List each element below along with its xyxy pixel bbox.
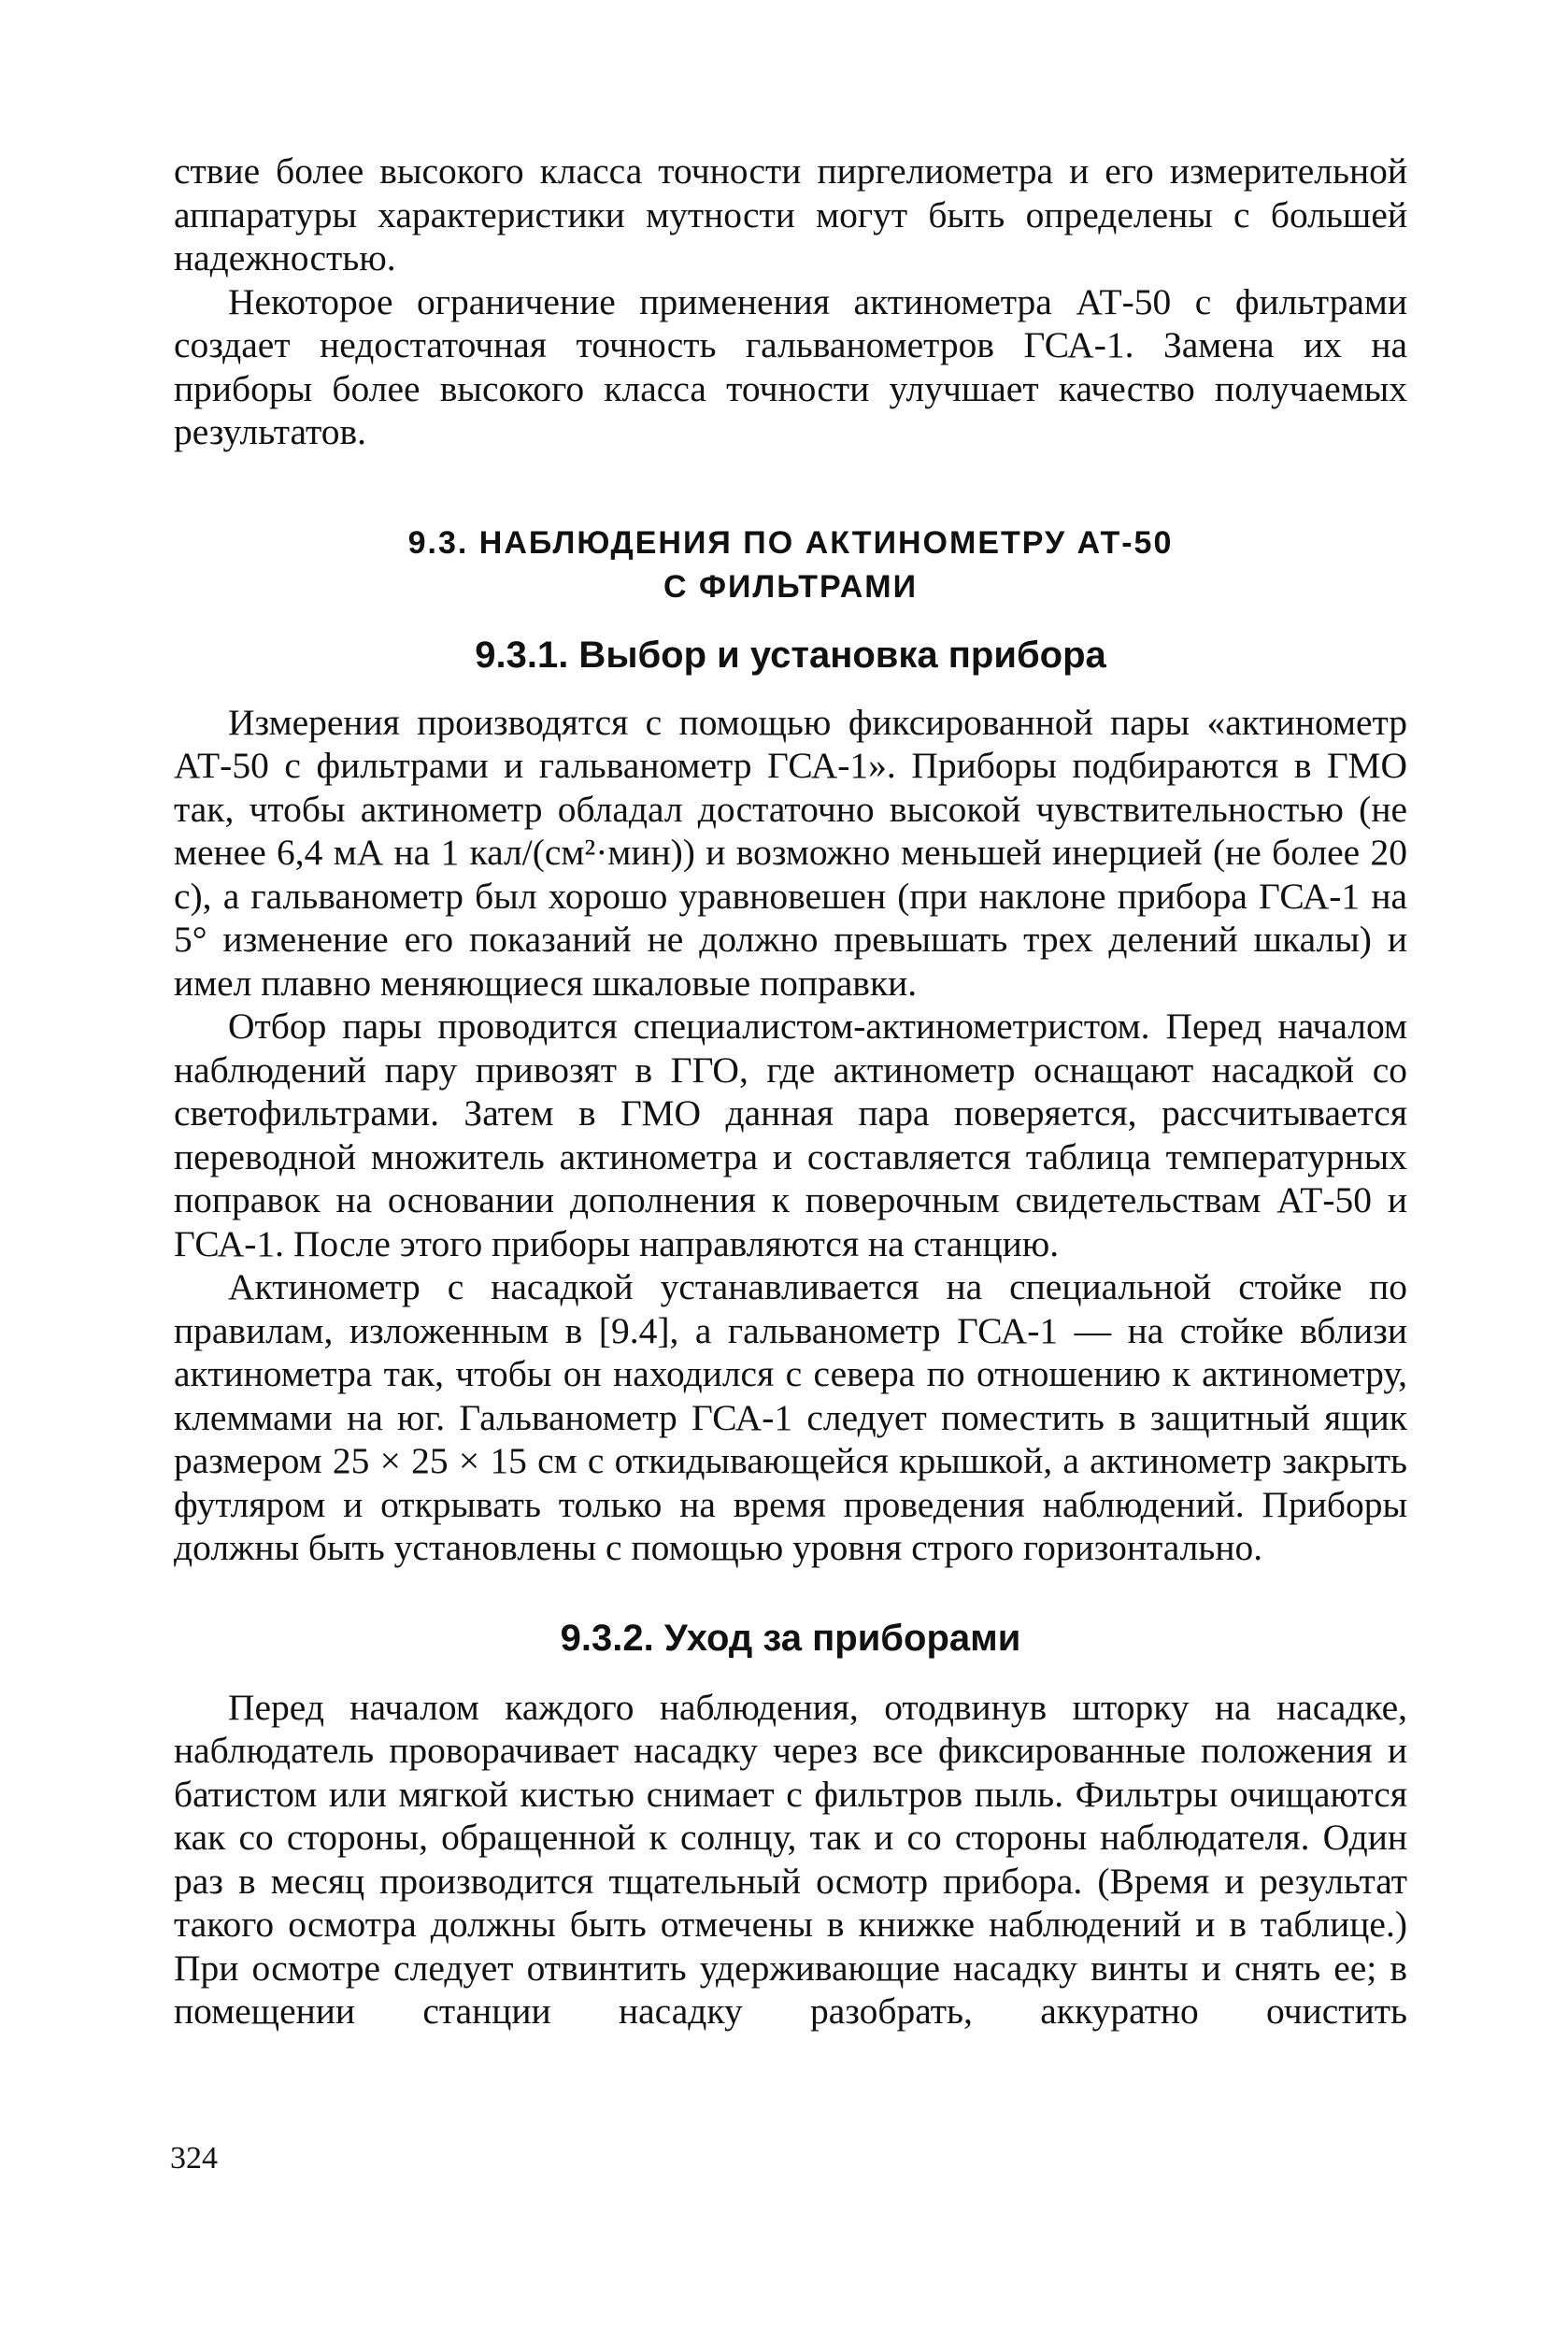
- spacer: [174, 454, 1407, 521]
- section-heading-line-1: 9.3. НАБЛЮДЕНИЯ ПО АКТИНОМЕТРУ АТ-50: [407, 524, 1174, 561]
- spacer: [174, 1570, 1407, 1617]
- section-heading-line-2: С ФИЛЬТРАМИ: [663, 568, 919, 605]
- spacer: [174, 1660, 1407, 1686]
- paragraph: Отбор пары проводится специалистом-актинометристом. Перед началом наблюдений пару привозят в ГГО, где актинометр оснащают насадкой со светофильтрами. Затем в ГМО данная пара поверяется, рассчитывается переводной множитель актинометра и составляется таблица температурных поправок на основании дополнения к поверочным свидетельствам АТ-50 и ГСА-1. После этого приборы направляются на станцию.: [174, 1006, 1407, 1264]
- subsection-title: 9.3.1. Выбор и установка прибора: [475, 634, 1106, 676]
- spacer: [174, 609, 1407, 634]
- subsection-title: 9.3.2. Уход за приборами: [560, 1617, 1021, 1659]
- spacer: [174, 677, 1407, 701]
- paragraph: Актинометр с насадкой устанавливается на специальной стойке по правилам, изложенным в [9.4], а гальванометр ГСА-1 — на стойке вблизи актинометра так, чтобы он находился с севера по отношению к актинометру, клеммами на юг. Гальванометр ГСА-1 следует поместить в защитный ящик размером 25 × 25 × 15 см с откидывающейся крышкой, а актинометр закрыть футляром и открывать только на время проведения наблюдений. Приборы должны быть установлены с помощью уровня строго горизонтально.: [174, 1266, 1407, 1568]
- page-number: 324: [170, 2141, 218, 2176]
- paragraph: Измерения производятся с помощью фиксированной пары «актинометр АТ-50 с фильтрами и гальванометр ГСА-1». Приборы подбираются в ГМО так, чтобы актинометр обладал достаточно высокой чувствительностью (не менее 6,4 мА на 1 кал/(см²·мин)) и возможно меньшей инерцией (не более 20 с), а гальванометр был хорошо уравновешен (при наклоне прибора ГСА-1 на 5° изменение его показаний не должно превышать трех делений шкалы) и имел плавно меняющиеся шкаловые поправки.: [174, 701, 1407, 1004]
- paragraph: Перед началом каждого наблюдения, отодвинув шторку на насадке, наблюдатель проворачивает насадку через все фиксированные положения и батистом или мягкой кистью снимает с фильтров пыль. Фильтры очищаются как со стороны, обращенной к солнцу, так и со стороны наблюдателя. Один раз в месяц производится тщательный осмотр прибора. (Время и результат такого осмотра должны быть отмечены в книжке наблюдений и в таблице.) При осмотре следует отвинтить удерживающие насадку винты и снять ее; в помещении станции насадку разобрать, аккуратно очистить: [174, 1686, 1407, 2032]
- text-column: [174, 150, 1407, 2033]
- paragraph: Некоторое ограничение применения актинометра АТ-50 с фильтрами создает недостаточная точность гальванометров ГСА-1. Замена их на приборы более высокого класса точности улучшает качество получаемых результатов.: [174, 280, 1407, 452]
- continued-paragraph: ствие более высокого класса точности пиргелиометра и его измерительной аппаратуры характеристики мутности могут быть определены с большей надежностью.: [174, 150, 1407, 278]
